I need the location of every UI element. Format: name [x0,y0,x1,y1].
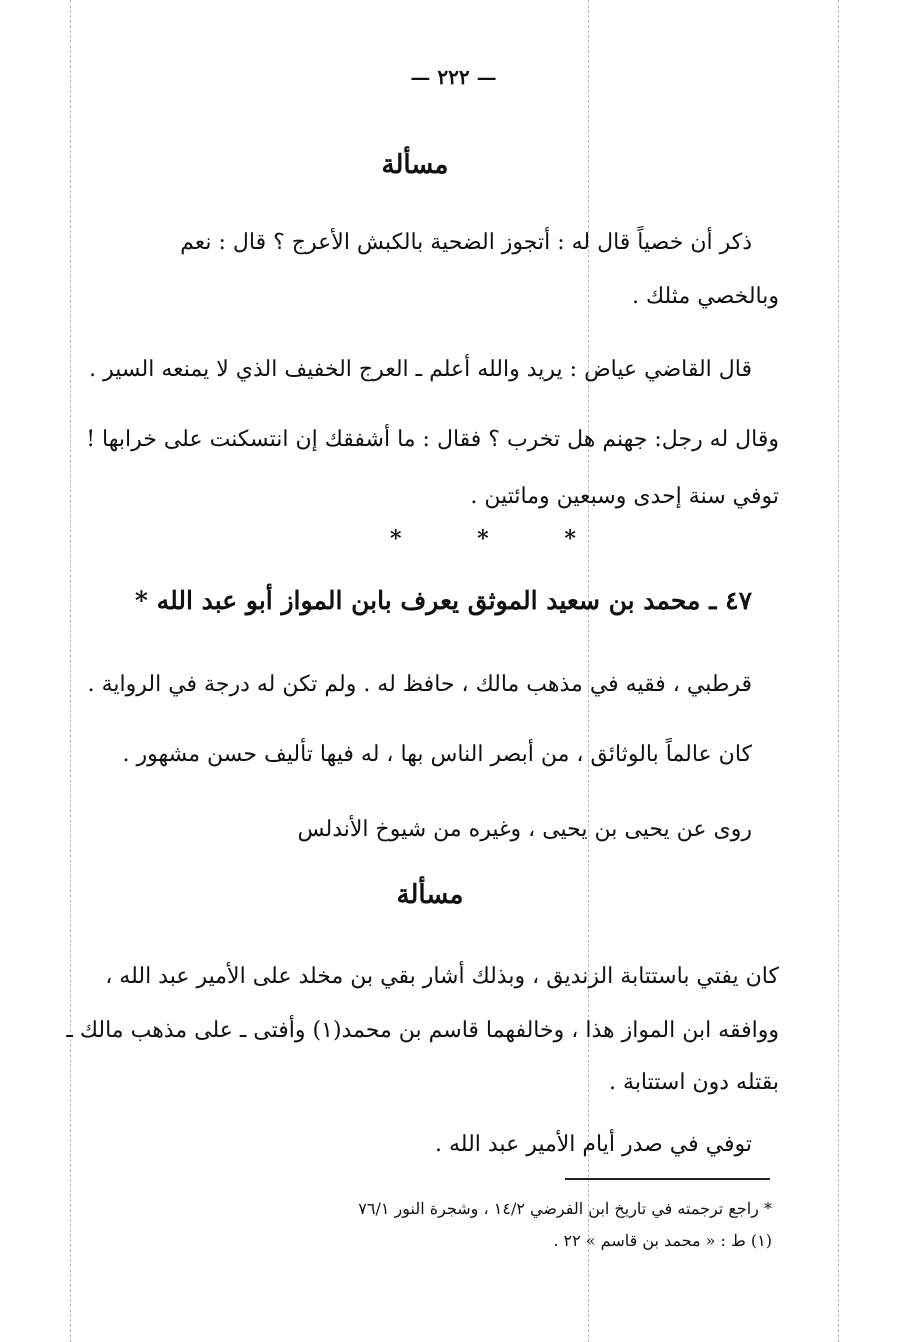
footnote-divider [565,1178,770,1180]
paragraph-line: كان عالماً بالوثائق ، من أبصر الناس بها ، له فيها تأليف حسن مشهور . [122,742,752,767]
paragraph-line: قال القاضي عياض : يريد والله أعلم ـ العرج الخفيف الذي لا يمنعه السير . [89,357,752,382]
paragraph-line: ذكر أن خصياً قال له : أتجوز الضحية بالكبش الأعرج ؟ قال : نعم [180,230,752,255]
section-heading: مسألة [396,880,464,910]
paragraph-line: وبالخصي مثلك . [632,284,779,309]
footnote: (١) ط : « محمد بن قاسم » ٢٢ . [553,1231,772,1250]
paragraph-line: روى عن يحيى بن يحيى ، وغيره من شيوخ الأندلس [297,817,752,842]
entry-title: ٤٧ ـ محمد بن سعيد الموثق يعرف بابن المواز أبو عبد الله * [134,586,752,615]
paragraph-line: قرطبي ، فقيه في مذهب مالك ، حافظ له . ولم تكن له درجة في الرواية . [87,672,752,697]
paragraph-line: توفي في صدر أيام الأمير عبد الله . [435,1132,752,1157]
paragraph-line: توفي سنة إحدى وسبعين ومائتين . [470,484,779,509]
footnote: * راجع ترجمته في تاريخ ابن الفرضي ١٤/٢ ، وشجرة النور ٧٦/١ [358,1199,772,1218]
section-heading: مسألة [381,150,449,180]
scan-guide-left [70,0,71,1342]
paragraph-line: كان يفتي باستتابة الزنديق ، وبذلك أشار بقي بن مخلد على الأمير عبد الله ، [105,964,779,989]
separator-stars: * * * [390,526,610,552]
paragraph-line: وقال له رجل: جهنم هل تخرب ؟ فقال : ما أشفقك إن انتسكنت على خرابها ! [86,427,779,452]
paragraph-line: بقتله دون استتابة . [609,1070,779,1095]
scan-guide-right [838,0,839,1342]
paragraph-line: ووافقه ابن المواز هذا ، وخالفهما قاسم بن محمد(١) وأفتى ـ على مذهب مالك ـ [66,1018,779,1043]
page-number: — ٢٢٢ — [410,65,497,89]
